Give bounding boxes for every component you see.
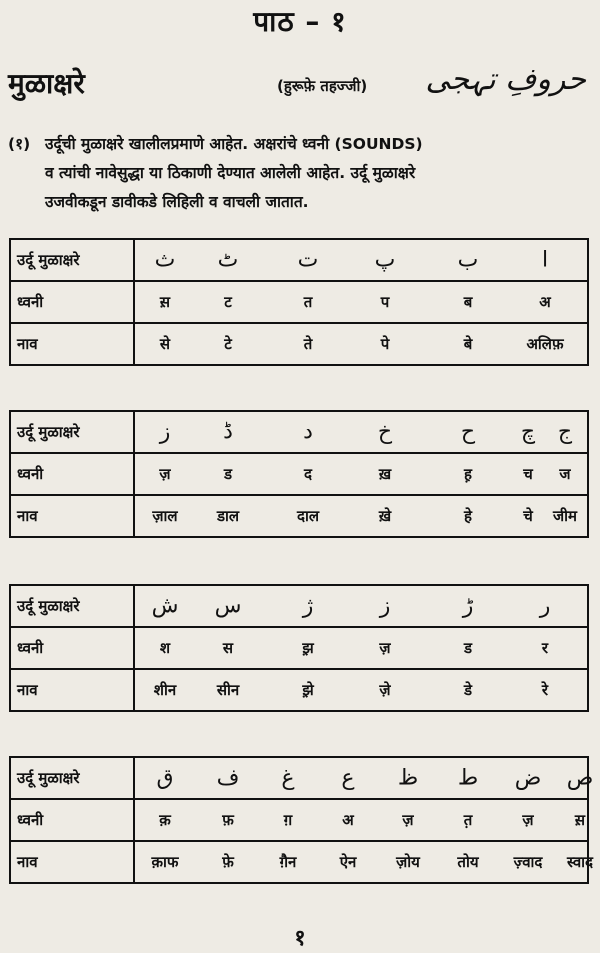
urdu-letter: ڈ: [223, 419, 233, 445]
letter-name: डाल: [216, 507, 240, 525]
alphabet-table: [9, 584, 589, 712]
letter-sound: त: [303, 293, 313, 311]
letter-name: बे: [463, 335, 473, 353]
urdu-letter: ع: [341, 765, 355, 791]
row-cells: [134, 669, 588, 711]
letter-sound: ड: [463, 639, 473, 657]
letter-sound: झ़: [302, 639, 314, 657]
letter-sound: स़: [574, 811, 586, 829]
alphabet-row-letters: [10, 239, 588, 281]
row-label: नाव: [10, 669, 134, 711]
letter-sound: ज़: [379, 639, 391, 657]
letter-name: से: [159, 335, 171, 353]
letter-sound: ह़: [464, 465, 472, 483]
letter-sound: र: [541, 639, 549, 657]
row-label: ध्वनी: [10, 627, 134, 669]
urdu-letter: ض: [514, 765, 542, 791]
letter-name: क़ाफ: [151, 853, 179, 871]
row-cells: [134, 757, 594, 799]
letter-name: रे: [541, 681, 549, 699]
row-label: ध्वनी: [10, 453, 134, 495]
letter-sound: प: [380, 293, 390, 311]
urdu-letter: ق: [156, 765, 174, 791]
alphabet-row-letters: [10, 757, 588, 799]
letter-name: ज़्वाद: [513, 853, 543, 871]
urdu-letter: ح: [460, 419, 476, 445]
letter-sound: द: [304, 465, 312, 483]
urdu-letter: ت: [297, 247, 319, 273]
urdu-letter: پ: [374, 247, 396, 273]
letter-name: फ़े: [222, 853, 234, 871]
letter-name: ज़ोय: [396, 853, 420, 871]
urdu-letter: ژ: [302, 593, 314, 619]
alphabet-table: [9, 756, 594, 884]
row-label: ध्वनी: [10, 799, 134, 841]
letter-name: डे: [463, 681, 473, 699]
row-cells: [134, 627, 588, 669]
row-cells: [134, 239, 588, 281]
urdu-letter: ب: [457, 247, 479, 273]
urdu-heading: حروفِ تہجی: [425, 62, 586, 97]
letter-sound: ज़: [159, 465, 171, 483]
urdu-letter: ص: [566, 765, 594, 791]
urdu-letter: س: [214, 593, 242, 619]
row-label: नाव: [10, 841, 134, 883]
letter-sound: ग़: [283, 811, 293, 829]
alphabet-row-sounds: [10, 799, 588, 841]
lesson-title: पाठ – १: [253, 5, 347, 38]
letter-name: ऐन: [339, 853, 357, 871]
paragraph-line: उजवीकडून डावीकडे लिहिली व वाचली जातात.: [45, 193, 309, 211]
letter-name: शीन: [153, 681, 177, 699]
letter-sound: ज़: [402, 811, 414, 829]
letter-name: झ़े: [302, 681, 314, 699]
urdu-letter: ث: [154, 247, 176, 273]
urdu-letter: ط: [457, 765, 479, 791]
row-cells: [134, 453, 588, 495]
row-label: उर्दू मुळाक्षरे: [10, 239, 134, 281]
row-cells: [134, 841, 594, 883]
alphabet-row-letters: [10, 411, 588, 453]
alphabet-row-sounds: [10, 627, 588, 669]
row-cells: [134, 323, 588, 365]
alphabet-row-names: [10, 841, 588, 883]
row-cells: [134, 585, 588, 627]
urdu-letter: ٹ: [217, 247, 239, 273]
section-subheading: (हुरूफ़े तहज्जी): [277, 77, 368, 95]
urdu-letter: ج: [557, 419, 573, 445]
urdu-letter: ف: [216, 765, 240, 791]
letter-sound: स़: [159, 293, 171, 311]
alphabet-table: [9, 238, 589, 366]
urdu-letter: د: [303, 419, 313, 445]
urdu-letter: ر: [539, 593, 551, 619]
letter-sound: अ: [539, 293, 551, 311]
row-cells: [134, 281, 588, 323]
letter-sound: अ: [342, 811, 354, 829]
letter-name: पे: [380, 335, 390, 353]
urdu-letter: ظ: [397, 765, 419, 791]
letter-name: ज़ाल: [152, 507, 178, 525]
paragraph-line: व त्यांची नावेसुद्धा या ठिकाणी देण्यात आलेली आहेत. उर्दू मुळाक्षरे: [45, 164, 416, 182]
urdu-letter: ا: [541, 247, 549, 273]
letter-name: तोय: [457, 853, 479, 871]
letter-sound: ख़: [378, 465, 392, 483]
alphabet-row-names: [10, 323, 588, 365]
page-number: १: [294, 926, 306, 951]
letter-sound: ज़: [522, 811, 534, 829]
letter-name: टे: [224, 335, 232, 353]
urdu-letter: غ: [281, 765, 295, 791]
letter-name: ज़े: [379, 681, 391, 699]
urdu-letter: ش: [151, 593, 179, 619]
letter-name: ग़ैन: [279, 853, 297, 871]
letter-name: अलिफ़: [526, 335, 564, 353]
row-label: उर्दू मुळाक्षरे: [10, 411, 134, 453]
alphabet-row-sounds: [10, 281, 588, 323]
row-label: उर्दू मुळाक्षरे: [10, 585, 134, 627]
row-label: ध्वनी: [10, 281, 134, 323]
letter-sound: ट: [224, 293, 232, 311]
alphabet-row-names: [10, 669, 588, 711]
letter-name: चे: [523, 507, 533, 525]
alphabet-table: [9, 410, 589, 538]
row-cells: [134, 495, 588, 537]
letter-name: जीम: [553, 507, 577, 525]
letter-name: ख़े: [378, 507, 392, 525]
row-cells: [134, 799, 588, 841]
letter-sound: त़: [463, 811, 473, 829]
letter-sound: श: [159, 639, 171, 657]
urdu-letter: ز: [379, 593, 391, 619]
urdu-letter: ز: [159, 419, 171, 445]
urdu-letter: چ: [520, 419, 536, 445]
row-label: नाव: [10, 495, 134, 537]
paragraph-number: (१): [8, 135, 31, 153]
letter-sound: स: [222, 639, 234, 657]
letter-name: हे: [464, 507, 472, 525]
letter-name: सीन: [216, 681, 240, 699]
letter-name: ते: [303, 335, 313, 353]
paragraph-line: उर्दूची मुळाक्षरे खालीलप्रमाणे आहेत. अक्षरांचे ध्वनी (SOUNDS): [45, 135, 423, 153]
letter-sound: ज: [559, 465, 571, 483]
letter-name: स्वाद: [566, 853, 594, 871]
urdu-letter: خ: [377, 419, 393, 445]
row-cells: [134, 411, 588, 453]
row-label: नाव: [10, 323, 134, 365]
letter-sound: फ़: [222, 811, 234, 829]
letter-sound: क़: [159, 811, 171, 829]
alphabet-row-names: [10, 495, 588, 537]
letter-sound: च: [523, 465, 533, 483]
section-heading: मुळाक्षरे: [8, 67, 85, 100]
letter-sound: ड: [223, 465, 233, 483]
alphabet-row-letters: [10, 585, 588, 627]
letter-sound: ब: [463, 293, 473, 311]
row-label: उर्दू मुळाक्षरे: [10, 757, 134, 799]
urdu-letter: ڑ: [462, 593, 474, 619]
alphabet-row-sounds: [10, 453, 588, 495]
letter-name: दाल: [296, 507, 320, 525]
